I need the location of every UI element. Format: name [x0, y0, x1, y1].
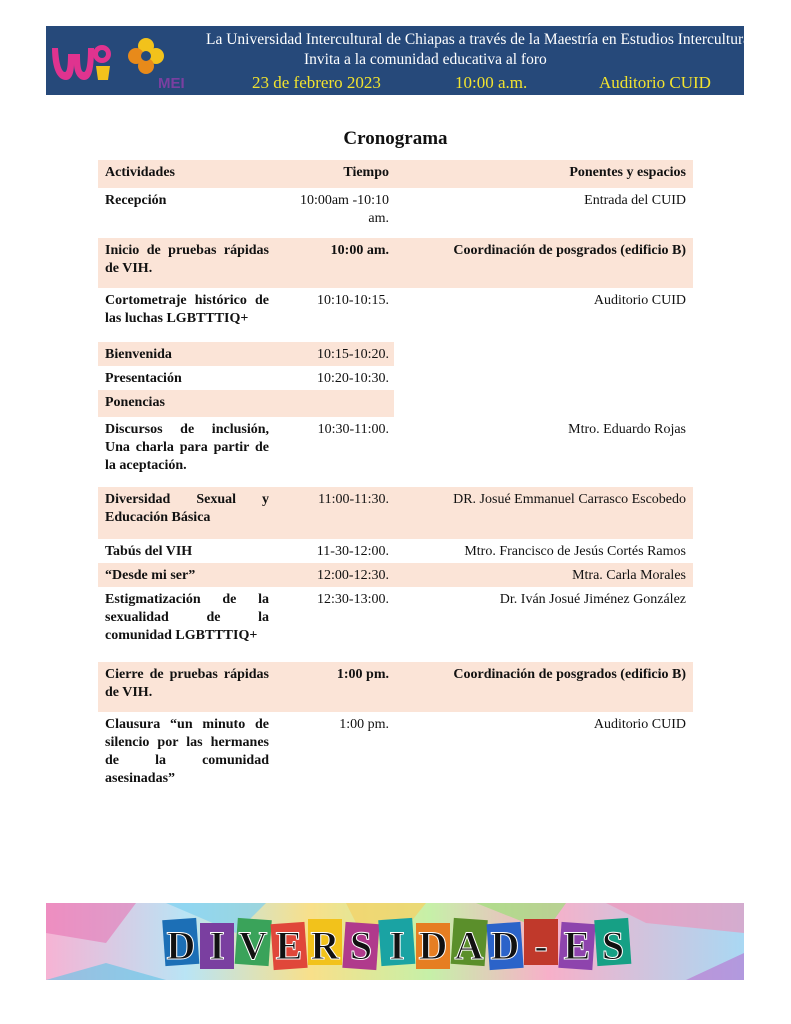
- header-speakers: Ponentes y espacios: [394, 160, 693, 188]
- uich-logo: [50, 40, 118, 84]
- table-row: [98, 539, 693, 563]
- time-cell: 10:00 am.: [274, 238, 394, 288]
- wordmark-letter-text: D: [418, 923, 448, 968]
- activity-cell: Cortometraje histórico de las luchas LGBTTTIQ+: [105, 293, 269, 326]
- wordmark-letter: [416, 923, 450, 969]
- wordmark-letter: [451, 918, 488, 968]
- wordmark-letter-text: S: [601, 923, 625, 968]
- place-cell: Coordinación de posgrados (edificio B): [394, 662, 693, 712]
- table-header-row: [98, 160, 693, 188]
- table-row: [98, 587, 693, 662]
- place-cell: Auditorio CUID: [593, 717, 686, 732]
- table-row: [98, 238, 693, 288]
- mei-logo-text: MEI: [158, 75, 185, 92]
- activity-cell: Presentación: [105, 371, 182, 386]
- banner-line-1: La Universidad Intercultural de Chiapas a través de la Maestría en Estudios Interculturales: [206, 31, 768, 48]
- wordmark-letter-text: E: [275, 923, 303, 968]
- table-row: [98, 288, 693, 342]
- wordmark-letter-text: R: [310, 923, 340, 968]
- table-row: [98, 390, 693, 417]
- wordmark-letter: [487, 922, 524, 970]
- wordmark-letter-text: I: [389, 923, 405, 968]
- banner-date: 23 de febrero 2023: [252, 73, 381, 92]
- banner-place: Auditorio CUID: [599, 73, 711, 92]
- banner-time: 10:00 a.m.: [455, 73, 528, 92]
- wordmark-letter: [594, 918, 631, 968]
- wordmark-letter: [524, 919, 558, 968]
- place-cell: Mtro. Francisco de Jesús Cortés Ramos: [464, 544, 686, 559]
- time-cell: 10:10-10:15.: [317, 293, 389, 308]
- wordmark-letter: [200, 923, 234, 969]
- mei-logo: [124, 34, 196, 92]
- activity-cell: Tabús del VIH: [105, 544, 193, 559]
- wordmark-letter: [308, 919, 342, 968]
- diversidad-es-wordmark: [162, 918, 631, 970]
- header-banner: [46, 26, 768, 95]
- wordmark-letter-text: -: [534, 923, 548, 968]
- header-time: Tiempo: [274, 160, 394, 188]
- activity-cell: Ponencias: [98, 390, 274, 417]
- wordmark-letter: [558, 922, 595, 970]
- wordmark-letter-text: D: [490, 923, 520, 968]
- time-cell: 11:00-11:30.: [274, 487, 394, 539]
- activity-cell: Recepción: [105, 193, 167, 208]
- time-cell: 10:00am -10:10 am.: [299, 193, 389, 226]
- wordmark-letter: [342, 922, 379, 970]
- time-cell: 10:20-10:30.: [317, 371, 389, 386]
- time-cell: [274, 390, 394, 417]
- place-cell: Mtra. Carla Morales: [394, 563, 693, 587]
- place-cell: DR. Josué Emmanuel Carrasco Escobedo: [394, 487, 693, 539]
- time-cell: 10:30-11:00.: [317, 422, 389, 437]
- wordmark-letter-text: D: [166, 923, 196, 968]
- place-cell: [394, 366, 693, 390]
- wordmark-letter: [378, 918, 415, 968]
- activity-cell: Cierre de pruebas rápidas de VIH.: [98, 662, 274, 712]
- place-cell: Mtro. Eduardo Rojas: [568, 422, 686, 437]
- activity-cell: Estigmatización de la sexualidad de la comunidad LGBTTTIQ+: [105, 592, 269, 643]
- table-row: [98, 712, 693, 792]
- table-row: [98, 563, 693, 587]
- table-row: [98, 662, 693, 712]
- time-cell: 10:15-10:20.: [274, 342, 394, 366]
- table-row: [98, 366, 693, 390]
- header-activities: Actividades: [98, 160, 274, 188]
- footer-banner: [46, 903, 744, 980]
- place-cell: Auditorio CUID: [593, 293, 686, 308]
- place-cell: [394, 390, 693, 417]
- time-cell: 12:30-13:00.: [317, 592, 389, 607]
- wordmark-letter: [162, 918, 199, 968]
- place-cell: Dr. Iván Josué Jiménez González: [499, 592, 686, 607]
- wordmark-letter-text: E: [563, 923, 591, 968]
- place-cell: Entrada del CUID: [584, 193, 686, 208]
- activity-cell: “Desde mi ser”: [98, 563, 274, 587]
- activity-cell: Inicio de pruebas rápidas de VIH.: [98, 238, 274, 288]
- wordmark-letter: [271, 922, 308, 970]
- wordmark-letter-text: A: [454, 923, 484, 968]
- table-row: [98, 188, 693, 238]
- table-row: [98, 342, 693, 366]
- place-cell: Coordinación de posgrados (edificio B): [394, 238, 693, 288]
- activity-cell: Diversidad Sexual y Educación Básica: [98, 487, 274, 539]
- table-row: [98, 417, 693, 487]
- time-cell: 1:00 pm.: [339, 717, 389, 732]
- footer-artwork: [46, 903, 744, 980]
- time-cell: 11-30-12:00.: [316, 544, 389, 559]
- wordmark-letter-text: S: [349, 923, 373, 968]
- activity-cell: Clausura “un minuto de silencio por las hermanes de la comunidad asesinadas”: [105, 717, 269, 786]
- time-cell: 12:00-12:30.: [274, 563, 394, 587]
- page-title: Cronograma: [343, 128, 448, 149]
- time-cell: 1:00 pm.: [274, 662, 394, 712]
- activity-cell: Discursos de inclusión, Una charla para partir de la aceptación.: [105, 422, 269, 473]
- wordmark-letter-text: V: [238, 923, 268, 968]
- table-row: [98, 487, 693, 539]
- activity-cell: Bienvenida: [98, 342, 274, 366]
- banner-line-2: Invita a la comunidad educativa al foro: [304, 51, 547, 68]
- wordmark-letter-text: I: [209, 923, 225, 968]
- place-cell: [394, 342, 693, 366]
- wordmark-letter: [235, 918, 272, 968]
